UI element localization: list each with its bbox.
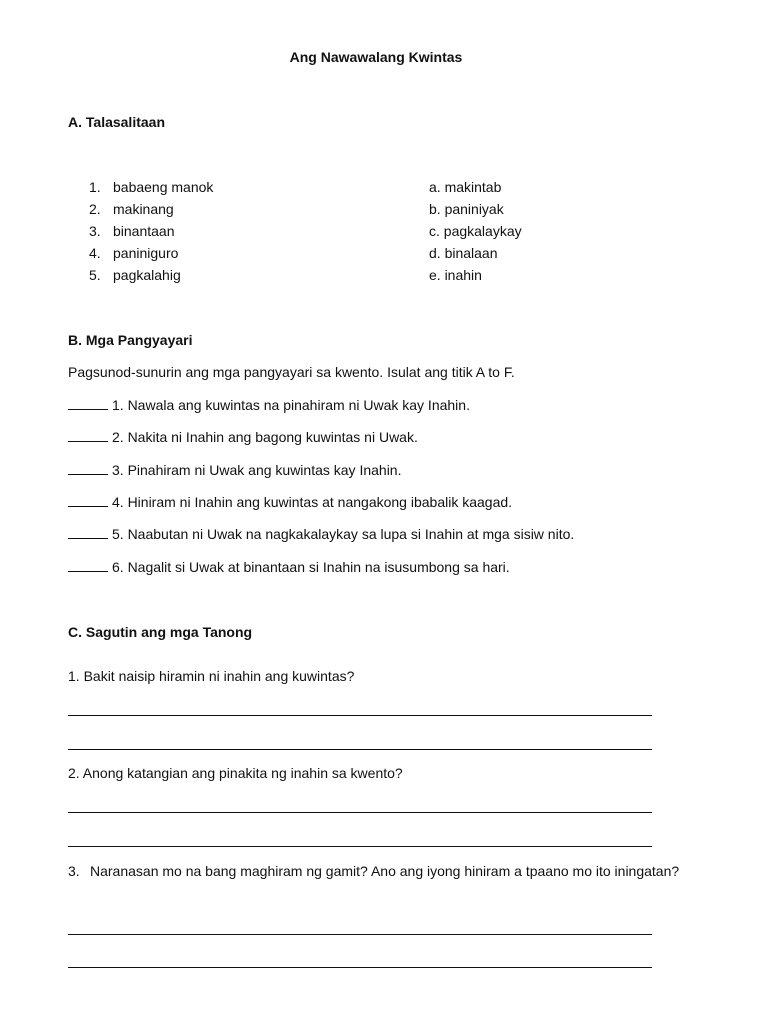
event-text: 1. Nawala ang kuwintas na pinahiram ni Uwak kay Inahin. [112, 397, 470, 413]
answer-line[interactable] [68, 749, 652, 750]
event-item [68, 526, 574, 542]
section-b-instruction: Pagsunod-sunurin ang mga pangyayari sa kwento. Isulat ang titik A to F. [68, 364, 515, 380]
question-2: 2. Anong katangian ang pinakita ng inahin sa kwento? [68, 765, 403, 781]
section-a-heading: A. Talasalitaan [68, 114, 166, 130]
vocab-term: binantaan [113, 223, 175, 239]
vocab-number: 1. [89, 179, 101, 195]
vocab-row [0, 176, 768, 198]
question-3-number: 3. [68, 863, 80, 879]
event-item [68, 429, 418, 445]
vocab-definition: b. paniniyak [429, 201, 504, 217]
event-text: 5. Naabutan ni Uwak na nagkakalaykay sa lupa si Inahin at mga sisiw nito. [112, 526, 575, 542]
answer-line[interactable] [68, 934, 652, 935]
answer-line[interactable] [68, 715, 652, 716]
event-item [68, 462, 401, 478]
vocab-row [0, 242, 768, 264]
vocab-definition: e. inahin [429, 267, 482, 283]
event-item [68, 397, 470, 413]
vocab-definition: d. binalaan [429, 245, 498, 261]
event-text: 4. Hiniram ni Inahin ang kuwintas at nangakong ibabalik kaagad. [112, 494, 513, 510]
answer-blank[interactable] [68, 526, 108, 539]
question-1: 1. Bakit naisip hiramin ni inahin ang kuwintas? [68, 668, 355, 684]
vocab-number: 2. [89, 201, 101, 217]
event-item [68, 494, 512, 510]
vocab-term: paniniguro [113, 245, 179, 261]
answer-line[interactable] [68, 812, 652, 813]
answer-blank[interactable] [68, 429, 108, 442]
vocab-number: 4. [89, 245, 101, 261]
question-3 [68, 860, 684, 883]
section-b-heading: B. Mga Pangyayari [68, 332, 193, 348]
vocab-term: pagkalahig [113, 267, 181, 283]
answer-blank[interactable] [68, 494, 108, 507]
vocab-term: makinang [113, 201, 174, 217]
question-3-text: Naranasan mo na bang maghiram ng gamit? Ano ang iyong hiniram a tpaano mo ito iningatan? [90, 863, 680, 879]
answer-blank[interactable] [68, 462, 108, 475]
event-item [68, 559, 510, 575]
vocab-number: 5. [89, 267, 101, 283]
vocab-number: 3. [89, 223, 101, 239]
vocab-row [0, 264, 768, 286]
answer-blank[interactable] [68, 559, 108, 572]
answer-line[interactable] [68, 967, 652, 968]
vocab-row [0, 198, 768, 220]
answer-line[interactable] [68, 846, 652, 847]
vocab-row [0, 220, 768, 242]
event-text: 6. Nagalit si Uwak at binantaan si Inahin na isusumbong sa hari. [112, 559, 510, 575]
event-text: 3. Pinahiram ni Uwak ang kuwintas kay Inahin. [112, 462, 402, 478]
vocab-definition: c. pagkalaykay [429, 223, 522, 239]
section-c-heading: C. Sagutin ang mga Tanong [68, 624, 253, 640]
vocab-term: babaeng manok [113, 179, 214, 195]
vocab-definition: a. makintab [429, 179, 502, 195]
answer-blank[interactable] [68, 397, 108, 410]
page-title: Ang Nawawalang Kwintas [289, 49, 463, 65]
event-text: 2. Nakita ni Inahin ang bagong kuwintas ni Uwak. [112, 429, 418, 445]
